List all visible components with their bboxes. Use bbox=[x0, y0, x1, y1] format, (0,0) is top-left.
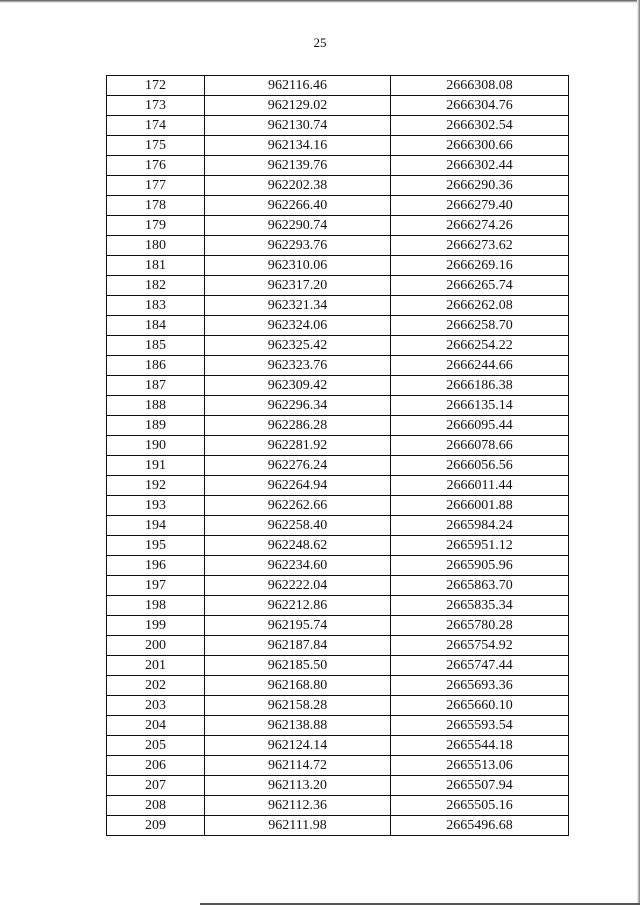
table-row bbox=[107, 536, 569, 556]
x-coordinate-cell: 962222.04 bbox=[205, 576, 391, 596]
table-row bbox=[107, 636, 569, 656]
table-row bbox=[107, 716, 569, 736]
point-number-cell: 208 bbox=[107, 796, 205, 816]
point-number-cell: 189 bbox=[107, 416, 205, 436]
x-coordinate-cell: 962168.80 bbox=[205, 676, 391, 696]
x-coordinate-cell: 962130.74 bbox=[205, 116, 391, 136]
table-row bbox=[107, 216, 569, 236]
x-coordinate-cell: 962293.76 bbox=[205, 236, 391, 256]
y-coordinate-cell: 2666135.14 bbox=[391, 396, 569, 416]
point-number-cell: 193 bbox=[107, 496, 205, 516]
table-row bbox=[107, 556, 569, 576]
x-coordinate-cell: 962134.16 bbox=[205, 136, 391, 156]
table-row bbox=[107, 676, 569, 696]
y-coordinate-cell: 2665747.44 bbox=[391, 656, 569, 676]
x-coordinate-cell: 962234.60 bbox=[205, 556, 391, 576]
table-row bbox=[107, 136, 569, 156]
point-number-cell: 199 bbox=[107, 616, 205, 636]
x-coordinate-cell: 962212.86 bbox=[205, 596, 391, 616]
y-coordinate-cell: 2666308.08 bbox=[391, 76, 569, 96]
point-number-cell: 205 bbox=[107, 736, 205, 756]
y-coordinate-cell: 2665951.12 bbox=[391, 536, 569, 556]
table-row bbox=[107, 496, 569, 516]
y-coordinate-cell: 2665780.28 bbox=[391, 616, 569, 636]
point-number-cell: 185 bbox=[107, 336, 205, 356]
x-coordinate-cell: 962323.76 bbox=[205, 356, 391, 376]
table-row bbox=[107, 796, 569, 816]
x-coordinate-cell: 962286.28 bbox=[205, 416, 391, 436]
point-number-cell: 173 bbox=[107, 96, 205, 116]
point-number-cell: 180 bbox=[107, 236, 205, 256]
table-row bbox=[107, 816, 569, 836]
table-row bbox=[107, 576, 569, 596]
table-row bbox=[107, 336, 569, 356]
table-row bbox=[107, 116, 569, 136]
table-row bbox=[107, 96, 569, 116]
point-number-cell: 197 bbox=[107, 576, 205, 596]
table-row bbox=[107, 436, 569, 456]
table-row bbox=[107, 596, 569, 616]
table-row bbox=[107, 176, 569, 196]
point-number-cell: 192 bbox=[107, 476, 205, 496]
x-coordinate-cell: 962139.76 bbox=[205, 156, 391, 176]
point-number-cell: 174 bbox=[107, 116, 205, 136]
table-row bbox=[107, 736, 569, 756]
y-coordinate-cell: 2666273.62 bbox=[391, 236, 569, 256]
x-coordinate-cell: 962276.24 bbox=[205, 456, 391, 476]
x-coordinate-cell: 962281.92 bbox=[205, 436, 391, 456]
y-coordinate-cell: 2665505.16 bbox=[391, 796, 569, 816]
y-coordinate-cell: 2665660.10 bbox=[391, 696, 569, 716]
table-row bbox=[107, 76, 569, 96]
point-number-cell: 204 bbox=[107, 716, 205, 736]
x-coordinate-cell: 962129.02 bbox=[205, 96, 391, 116]
y-coordinate-cell: 2665496.68 bbox=[391, 816, 569, 836]
x-coordinate-cell: 962317.20 bbox=[205, 276, 391, 296]
y-coordinate-cell: 2665905.96 bbox=[391, 556, 569, 576]
x-coordinate-cell: 962258.40 bbox=[205, 516, 391, 536]
y-coordinate-cell: 2666095.44 bbox=[391, 416, 569, 436]
x-coordinate-cell: 962112.36 bbox=[205, 796, 391, 816]
x-coordinate-cell: 962124.14 bbox=[205, 736, 391, 756]
y-coordinate-cell: 2665507.94 bbox=[391, 776, 569, 796]
point-number-cell: 178 bbox=[107, 196, 205, 216]
y-coordinate-cell: 2666254.22 bbox=[391, 336, 569, 356]
point-number-cell: 207 bbox=[107, 776, 205, 796]
x-coordinate-cell: 962296.34 bbox=[205, 396, 391, 416]
y-coordinate-cell: 2666186.38 bbox=[391, 376, 569, 396]
y-coordinate-cell: 2666011.44 bbox=[391, 476, 569, 496]
point-number-cell: 191 bbox=[107, 456, 205, 476]
x-coordinate-cell: 962138.88 bbox=[205, 716, 391, 736]
point-number-cell: 200 bbox=[107, 636, 205, 656]
table-row bbox=[107, 756, 569, 776]
point-number-cell: 182 bbox=[107, 276, 205, 296]
x-coordinate-cell: 962116.46 bbox=[205, 76, 391, 96]
table-row bbox=[107, 656, 569, 676]
point-number-cell: 196 bbox=[107, 556, 205, 576]
table-row bbox=[107, 316, 569, 336]
y-coordinate-cell: 2666304.76 bbox=[391, 96, 569, 116]
y-coordinate-cell: 2665513.06 bbox=[391, 756, 569, 776]
y-coordinate-cell: 2666056.56 bbox=[391, 456, 569, 476]
y-coordinate-cell: 2665754.92 bbox=[391, 636, 569, 656]
y-coordinate-cell: 2666265.74 bbox=[391, 276, 569, 296]
y-coordinate-cell: 2665693.36 bbox=[391, 676, 569, 696]
point-number-cell: 198 bbox=[107, 596, 205, 616]
point-number-cell: 184 bbox=[107, 316, 205, 336]
y-coordinate-cell: 2666302.44 bbox=[391, 156, 569, 176]
point-number-cell: 188 bbox=[107, 396, 205, 416]
y-coordinate-cell: 2665835.34 bbox=[391, 596, 569, 616]
point-number-cell: 172 bbox=[107, 76, 205, 96]
y-coordinate-cell: 2665984.24 bbox=[391, 516, 569, 536]
x-coordinate-cell: 962266.40 bbox=[205, 196, 391, 216]
point-number-cell: 183 bbox=[107, 296, 205, 316]
x-coordinate-cell: 962113.20 bbox=[205, 776, 391, 796]
table-row bbox=[107, 416, 569, 436]
table-row bbox=[107, 256, 569, 276]
table-row bbox=[107, 196, 569, 216]
x-coordinate-cell: 962324.06 bbox=[205, 316, 391, 336]
x-coordinate-cell: 962262.66 bbox=[205, 496, 391, 516]
x-coordinate-cell: 962290.74 bbox=[205, 216, 391, 236]
table-row bbox=[107, 296, 569, 316]
y-coordinate-cell: 2665863.70 bbox=[391, 576, 569, 596]
point-number-cell: 187 bbox=[107, 376, 205, 396]
y-coordinate-cell: 2665544.18 bbox=[391, 736, 569, 756]
table-row bbox=[107, 236, 569, 256]
point-number-cell: 206 bbox=[107, 756, 205, 776]
y-coordinate-cell: 2666279.40 bbox=[391, 196, 569, 216]
x-coordinate-cell: 962202.38 bbox=[205, 176, 391, 196]
table-row bbox=[107, 276, 569, 296]
y-coordinate-cell: 2666302.54 bbox=[391, 116, 569, 136]
y-coordinate-cell: 2665593.54 bbox=[391, 716, 569, 736]
x-coordinate-cell: 962158.28 bbox=[205, 696, 391, 716]
coordinates-table-body bbox=[107, 76, 569, 836]
x-coordinate-cell: 962111.98 bbox=[205, 816, 391, 836]
page-number: 25 bbox=[313, 35, 327, 50]
point-number-cell: 201 bbox=[107, 656, 205, 676]
table-row bbox=[107, 616, 569, 636]
y-coordinate-cell: 2666258.70 bbox=[391, 316, 569, 336]
x-coordinate-cell: 962114.72 bbox=[205, 756, 391, 776]
x-coordinate-cell: 962185.50 bbox=[205, 656, 391, 676]
point-number-cell: 186 bbox=[107, 356, 205, 376]
x-coordinate-cell: 962264.94 bbox=[205, 476, 391, 496]
x-coordinate-cell: 962325.42 bbox=[205, 336, 391, 356]
point-number-cell: 190 bbox=[107, 436, 205, 456]
point-number-cell: 177 bbox=[107, 176, 205, 196]
table-row bbox=[107, 476, 569, 496]
y-coordinate-cell: 2666300.66 bbox=[391, 136, 569, 156]
table-row bbox=[107, 776, 569, 796]
x-coordinate-cell: 962187.84 bbox=[205, 636, 391, 656]
y-coordinate-cell: 2666274.26 bbox=[391, 216, 569, 236]
point-number-cell: 209 bbox=[107, 816, 205, 836]
x-coordinate-cell: 962321.34 bbox=[205, 296, 391, 316]
point-number-cell: 175 bbox=[107, 136, 205, 156]
y-coordinate-cell: 2666244.66 bbox=[391, 356, 569, 376]
x-coordinate-cell: 962248.62 bbox=[205, 536, 391, 556]
coordinates-table bbox=[106, 75, 569, 836]
y-coordinate-cell: 2666001.88 bbox=[391, 496, 569, 516]
point-number-cell: 194 bbox=[107, 516, 205, 536]
table-row bbox=[107, 696, 569, 716]
y-coordinate-cell: 2666078.66 bbox=[391, 436, 569, 456]
point-number-cell: 176 bbox=[107, 156, 205, 176]
table-row bbox=[107, 376, 569, 396]
table-row bbox=[107, 396, 569, 416]
table-row bbox=[107, 356, 569, 376]
point-number-cell: 181 bbox=[107, 256, 205, 276]
y-coordinate-cell: 2666269.16 bbox=[391, 256, 569, 276]
scan-edge-top bbox=[0, 0, 640, 3]
y-coordinate-cell: 2666262.08 bbox=[391, 296, 569, 316]
table-row bbox=[107, 456, 569, 476]
table-row bbox=[107, 156, 569, 176]
point-number-cell: 195 bbox=[107, 536, 205, 556]
y-coordinate-cell: 2666290.36 bbox=[391, 176, 569, 196]
table-row bbox=[107, 516, 569, 536]
point-number-cell: 179 bbox=[107, 216, 205, 236]
x-coordinate-cell: 962195.74 bbox=[205, 616, 391, 636]
point-number-cell: 203 bbox=[107, 696, 205, 716]
point-number-cell: 202 bbox=[107, 676, 205, 696]
x-coordinate-cell: 962309.42 bbox=[205, 376, 391, 396]
x-coordinate-cell: 962310.06 bbox=[205, 256, 391, 276]
